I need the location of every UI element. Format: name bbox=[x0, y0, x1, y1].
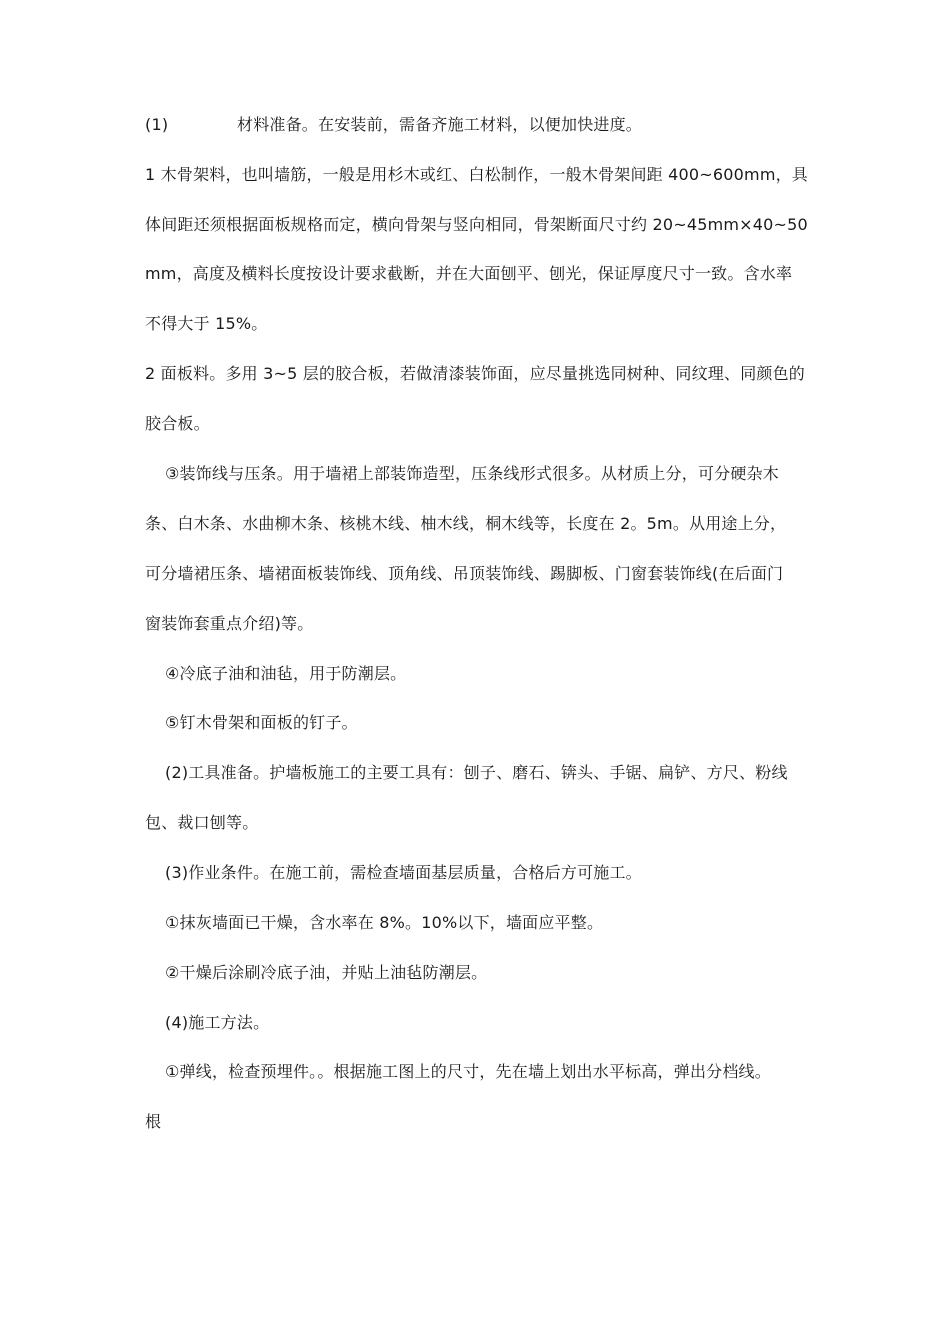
text-line: 不得大于 15%。 bbox=[145, 314, 268, 333]
text-line: 窗装饰套重点介绍)等。 bbox=[145, 614, 314, 633]
text-line: (2)工具准备。护墙板施工的主要工具有：刨子、磨石、锛头、手锯、扁铲、方尺、粉线 bbox=[165, 763, 788, 782]
text-line: ①抹灰墙面已干燥，含水率在 8%。10%以下，墙面应平整。 bbox=[165, 913, 604, 932]
text-line: 1 木骨架料，也叫墙筋，一般是用杉木或红、白松制作，一般木骨架间距 400~600mm，具 bbox=[145, 165, 809, 184]
text-line: ④冷底子油和油毡，用于防潮层。 bbox=[165, 664, 407, 683]
text-line: ②干燥后涂刷冷底子油，并贴上油毡防潮层。 bbox=[165, 963, 488, 982]
text-line: 条、白木条、水曲柳木条、核桃木线、柚木线，桐木线等，长度在 2。5m。从用途上分， bbox=[145, 514, 787, 533]
text-line: ⑤钉木骨架和面板的钉子。 bbox=[165, 713, 358, 732]
text-line: 包、裁口刨等。 bbox=[145, 813, 259, 832]
heading-text: 材料准备。在安装前，需备齐施工材料，以便加快进度。 bbox=[237, 115, 643, 134]
text-line: mm，高度及横料长度按设计要求截断，并在大面刨平、刨光，保证厚度尺寸一致。含水率 bbox=[145, 264, 793, 283]
text-line: 2 面板料。多用 3~5 层的胶合板，若做清漆装饰面，应尽量挑选同树种、同纹理、同颜色的 bbox=[145, 364, 806, 383]
text-line: 体间距还须根据面板规格而定，横向骨架与竖向相同，骨架断面尺寸约 20~45mm×40~50 bbox=[145, 215, 808, 234]
text-line: 可分墙裙压条、墙裙面板装饰线、顶角线、吊顶装饰线、踢脚板、门窗套装饰线(在后面门 bbox=[145, 564, 784, 583]
text-line: ③装饰线与压条。用于墙裙上部装饰造型，压条线形式很多。从材质上分，可分硬杂木 bbox=[165, 464, 779, 483]
text-line: 胶合板。 bbox=[145, 414, 210, 433]
section-heading bbox=[145, 115, 642, 135]
text-line: 根 bbox=[145, 1112, 162, 1131]
text-line: ①弹线，检查预埋件。。根据施工图上的尺寸，先在墙上划出水平标高，弹出分档线。 bbox=[165, 1062, 771, 1081]
heading-number: (1) bbox=[145, 115, 169, 134]
text-line: (3)作业条件。在施工前，需检查墙面基层质量，合格后方可施工。 bbox=[165, 863, 642, 882]
text-line: (4)施工方法。 bbox=[165, 1013, 270, 1032]
